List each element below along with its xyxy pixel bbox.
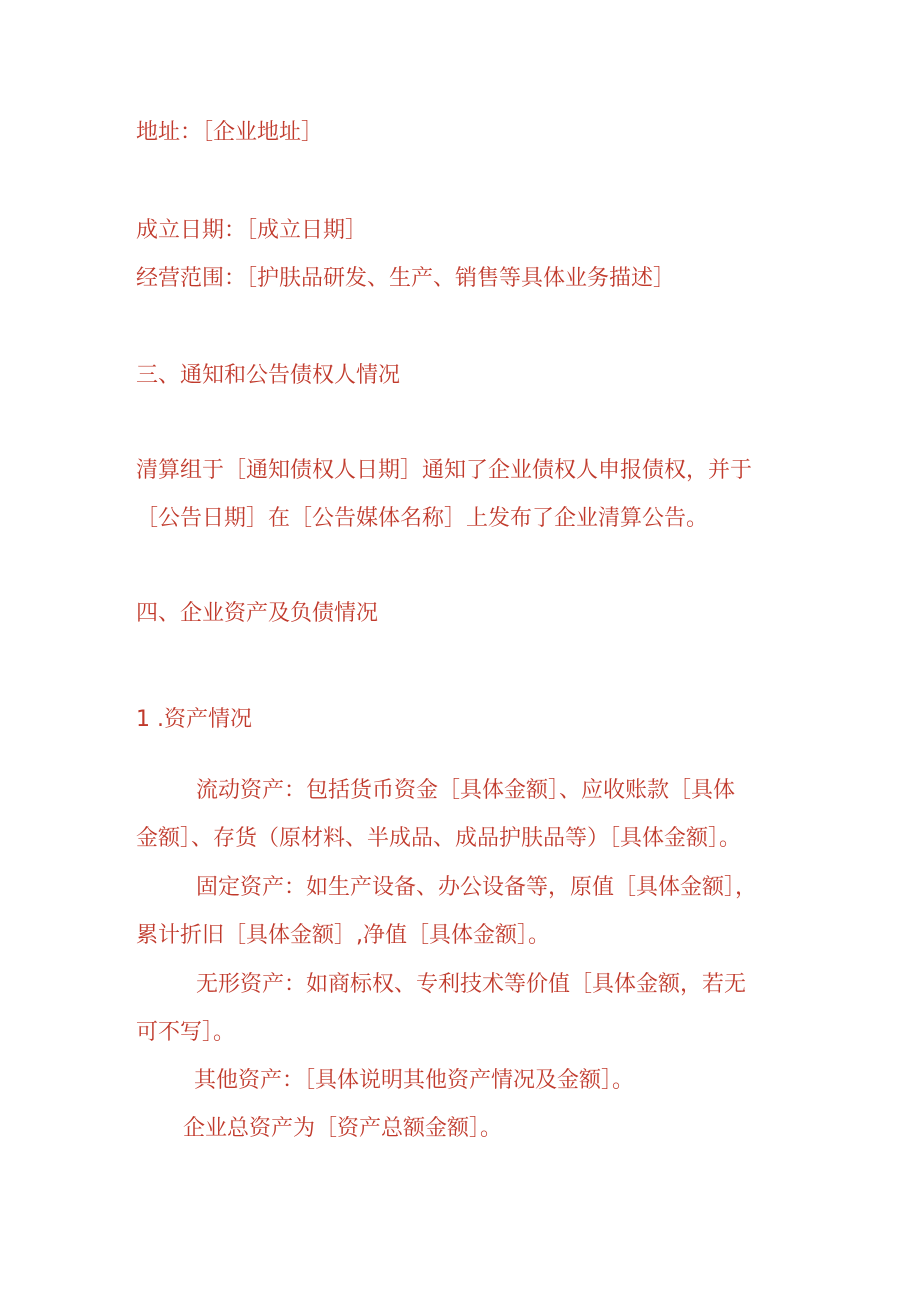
intangible-assets-line1: 无形资产：如商标权、专利技术等价值［具体金额，若无: [196, 972, 747, 997]
company-business-scope: 经营范围：［护肤品研发、生产、销售等具体业务描述］: [136, 266, 676, 291]
other-assets: 其他资产：［具体说明其他资产情况及金额］。: [194, 1068, 635, 1093]
section3-paragraph-line2: ［公告日期］在［公告媒体名称］上发布了企业清算公告。: [136, 506, 709, 531]
intangible-assets-line2: 可不写］。: [136, 1020, 236, 1045]
fixed-assets-line2: 累计折旧［具体金额］,净值［具体金额］。: [136, 923, 550, 948]
current-assets-line1: 流动资产：包括货币资金［具体金额］、应收账款［具体: [196, 778, 736, 803]
company-address: 地址：［企业地址］: [136, 120, 324, 145]
section4-heading: 四、企业资产及负债情况: [136, 601, 379, 626]
section3-heading: 三、通知和公告债权人情况: [136, 363, 401, 388]
section3-paragraph-line1: 清算组于［通知债权人日期］通知了企业债权人申报债权，并于: [136, 458, 753, 483]
company-established-date: 成立日期：［成立日期］: [136, 218, 368, 243]
current-assets-line2: 金额］、存货（原材料、半成品、成品护肤品等）［具体金额］。: [136, 826, 742, 851]
fixed-assets-line1: 固定资产：如生产设备、办公设备等，原值［具体金额］，: [196, 875, 758, 900]
assets-subheading: 1 .资产情况: [136, 707, 252, 732]
total-assets: 企业总资产为［资产总额金额］。: [183, 1116, 503, 1141]
